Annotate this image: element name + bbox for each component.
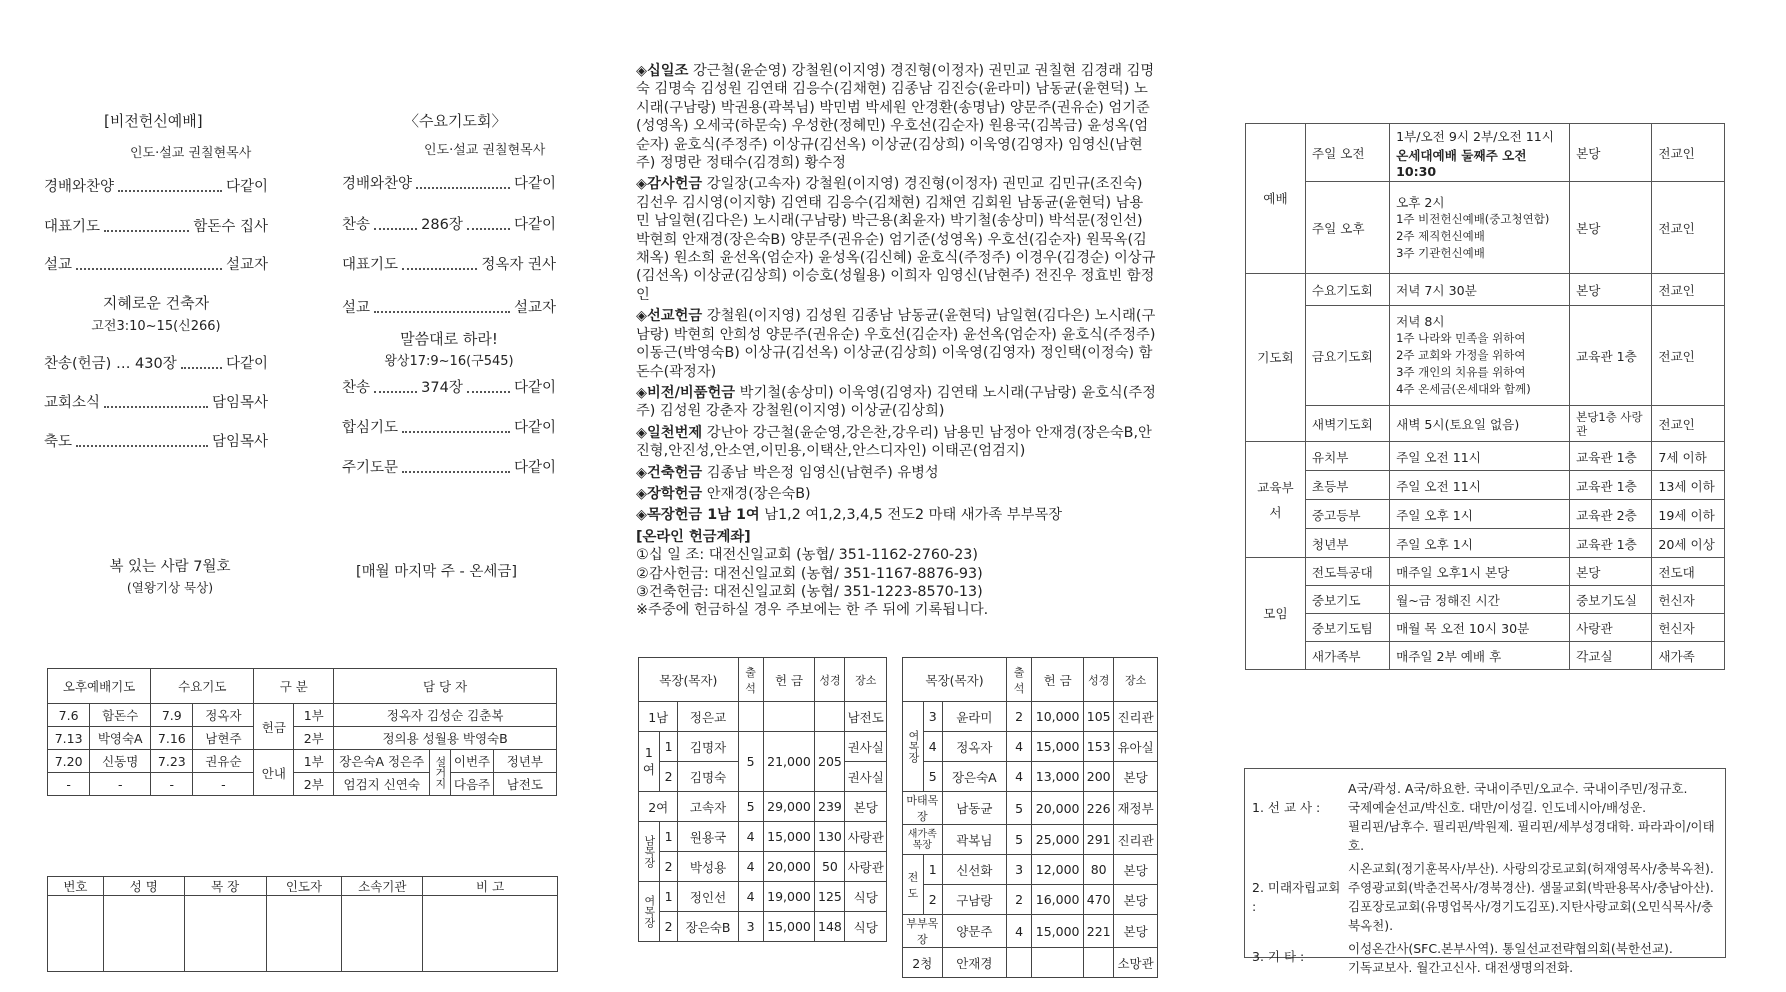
mokjang-place: 진리관 [1114, 702, 1158, 732]
visitor-cell[interactable] [184, 896, 266, 972]
mokjang-num: 4 [923, 732, 942, 762]
order-row: 설교 설교자 [44, 257, 268, 273]
mokjang-group: 부부목장 [903, 915, 943, 948]
mokjang-group: 전도 [903, 855, 924, 915]
mokjang-header: 성경 [815, 658, 845, 702]
duty-people: 장은숙A 정은주 [334, 750, 430, 773]
duty-table [47, 668, 557, 796]
mission-lines: 이성온간사(SFC.본부사역). 통일선교전략협의회(북한선교). 기독교보사. 월간고신사. 대전생명의전화. [1348, 941, 1673, 975]
mokjang-place: 사랑관 [845, 822, 887, 852]
schedule-target: 19세 이하 [1652, 500, 1725, 529]
mokjang-attendance: 5 [738, 792, 763, 822]
duty-cell: - [193, 773, 254, 796]
mokjang-attendance: 4 [1007, 915, 1032, 948]
mokjang-group: 2여 [639, 792, 678, 822]
mokjang-amount: 20,000 [763, 852, 815, 882]
mokjang-place: 소망관 [1114, 948, 1158, 978]
schedule-name: 초등부 [1305, 471, 1389, 500]
schedule-name: 수요기도회 [1305, 274, 1389, 306]
mokjang-header: 장소 [845, 658, 887, 702]
mokjang-amount: 15,000 [763, 912, 815, 942]
mission-list [1249, 777, 1725, 979]
schedule-time: 1부/오전 9시 2부/오전 11시 온세대예배 둘째주 오전10:30 [1390, 124, 1570, 182]
schedule-time: 매월 목 오전 10시 30분 [1390, 614, 1570, 642]
mokjang-place: 식당 [845, 912, 887, 942]
duty-part: 1부 [294, 750, 334, 773]
mokjang-bible: 291 [1084, 825, 1114, 855]
wednesday-sermon-title: 말씀대로 하라! [400, 330, 498, 348]
schedule-target: 새가족 [1652, 642, 1725, 670]
schedule-name: 주일 오전 [1305, 124, 1389, 182]
offering-item: ◈건축헌금 김종남 박은정 임영신(남현주) 유병성 [636, 464, 939, 481]
schedule-time: 저녁 7시 30분 [1390, 274, 1570, 306]
duty-people: 정옥자 김성순 김춘복 [334, 704, 557, 727]
online-account: ③건축헌금: 대전신일교회 (농협/ 351-1223-8570-13) [636, 583, 983, 600]
order-row: 경배와찬양 다같이 [342, 176, 556, 192]
duty-cell: 7.13 [48, 727, 90, 750]
wednesday-leader: 인도·설교 권칠현목사 [424, 143, 546, 158]
schedule-place: 교육관 1층 [1570, 442, 1652, 471]
mokjang-leader: 정옥자 [942, 732, 1007, 762]
sermon-title: 지혜로운 건축자 [102, 294, 210, 312]
mokjang-attendance: 5 [1007, 825, 1032, 855]
visitor-header: 성 명 [103, 877, 184, 896]
online-account: ①십 일 조: 대전신일교회 (농협/ 351-1162-2760-23) [636, 547, 978, 564]
schedule-time: 매주일 오후1시 본당 [1390, 558, 1570, 586]
online-account: ②감사헌금: 대전신일교회 (농협/ 351-1167-8876-93) [636, 565, 983, 582]
mokjang-header: 성경 [1084, 658, 1114, 702]
mokjang-header: 헌 금 [1032, 658, 1084, 702]
schedule-time: 오후 2시 1주 비전헌신예배(중고청연합) 2주 제직헌신예배 3주 기관헌신예배 [1390, 182, 1570, 274]
sermon-reference: 고전3:10~15(신266) [91, 319, 221, 334]
mokjang-leader: 정은교 [678, 702, 738, 732]
schedule-name: 새가족부 [1305, 642, 1389, 670]
mokjang-amount: 19,000 [763, 882, 815, 912]
mokjang-group: 여목장 [639, 882, 660, 942]
order-row: 찬송 374장 다같이 [342, 380, 557, 396]
schedule-place: 사랑관 [1570, 614, 1652, 642]
duty-people: 다음주 [451, 773, 493, 796]
duty-dishwash-label: 설거지 [430, 750, 451, 796]
mokjang-bible: 130 [815, 822, 845, 852]
mokjang-bible: 153 [1084, 732, 1114, 762]
mission-label: 1. 선 교 사 : [1252, 800, 1321, 815]
mokjang-attendance: 5 [1007, 792, 1032, 825]
mokjang-leader: 안재경 [942, 948, 1007, 978]
mokjang-header: 출석 [1007, 658, 1032, 702]
offering-item: ◈장학헌금 안재경(장은숙B) [636, 485, 811, 502]
mokjang-bible: 50 [815, 852, 845, 882]
mokjang-leader: 신선화 [942, 855, 1007, 885]
mokjang-leader: 김명숙 [678, 762, 738, 792]
mokjang-leader: 김명자 [678, 732, 738, 762]
mokjang-leader: 양문주 [942, 915, 1007, 948]
duty-header: 수요기도 [151, 669, 254, 704]
schedule-target: 전교인 [1652, 406, 1725, 442]
mokjang-amount: 15,000 [1032, 915, 1084, 948]
mokjang-place: 본당 [1114, 885, 1158, 915]
mokjang-num: 1 [923, 855, 942, 885]
schedule-target: 전교인 [1652, 182, 1725, 274]
offering-list [636, 62, 1156, 620]
mokjang-header: 목장(목자) [903, 658, 1007, 702]
mokjang-cell [738, 702, 763, 732]
schedule-name: 중보기도 [1305, 586, 1389, 614]
schedule-name: 주일 오후 [1305, 182, 1389, 274]
order-row: 찬송(헌금) … 430장 다같이 [44, 356, 268, 372]
schedule-time: 주일 오전 11시 [1390, 471, 1570, 500]
schedule-time: 매주일 2부 예배 후 [1390, 642, 1570, 670]
duty-part: 1부 [294, 704, 334, 727]
schedule-place: 교육관 2층 [1570, 500, 1652, 529]
duty-cell: - [90, 773, 151, 796]
schedule-target: 헌신자 [1652, 614, 1725, 642]
visitor-cell[interactable] [103, 896, 184, 972]
mokjang-bible: 148 [815, 912, 845, 942]
blessed-person-subtitle: (열왕기상 묵상) [126, 580, 214, 595]
schedule-time: 주일 오후 1시 [1390, 529, 1570, 558]
mokjang-num: 1 [659, 732, 678, 762]
mokjang-leader: 장은숙A [942, 762, 1007, 792]
mokjang-amount: 15,000 [1032, 732, 1084, 762]
mokjang-attendance: 4 [1007, 762, 1032, 792]
duty-guide-label: 안내 [254, 750, 294, 796]
mokjang-attendance: 3 [738, 912, 763, 942]
mokjang-amount: 20,000 [1032, 792, 1084, 825]
schedule-place: 교육관 1층 [1570, 306, 1652, 406]
mission-lines: 시온교회(정기훈목사/부산). 사랑의강로교회(허재영목사/충북옥천). 주영광교회(박춘건목사/경북경산). 샘물교회(박판용목사/충남아산). 김포장로교회(유명업목사/경기도김포).지탄사랑교회(오민식목사/충북옥천). [1348, 861, 1714, 933]
mokjang-group: 1여 [639, 732, 660, 792]
mokjang-place: 사랑관 [845, 852, 887, 882]
mokjang-attendance: 4 [738, 822, 763, 852]
wednesday-sermon-reference: 왕상17:9~16(구545) [384, 354, 514, 369]
visitor-header: 번호 [48, 877, 104, 896]
mokjang-num: 2 [659, 852, 678, 882]
mokjang-place: 남전도 [845, 702, 887, 732]
schedule-place: 본당 [1570, 182, 1652, 274]
mokjang-attendance: 4 [738, 882, 763, 912]
sunday-worship-title: [비전헌신예배] [104, 112, 203, 130]
order-row: 대표기도 정옥자 권사 [342, 257, 556, 273]
mokjang-cell [815, 702, 845, 732]
schedule-name: 금요기도회 [1305, 306, 1389, 406]
order-row: 합심기도 다같이 [342, 420, 556, 436]
visitor-header: 인도자 [266, 877, 342, 896]
mission-label: 3. 기 타 : [1252, 949, 1305, 964]
visitor-cell[interactable] [342, 896, 423, 972]
schedule-target: 전도대 [1652, 558, 1725, 586]
mokjang-place: 본당 [1114, 855, 1158, 885]
schedule-name: 중보기도팀 [1305, 614, 1389, 642]
mokjang-amount: 13,000 [1032, 762, 1084, 792]
schedule-table [1245, 123, 1725, 670]
schedule-name: 유치부 [1305, 442, 1389, 471]
duty-part: 2부 [294, 773, 334, 796]
mokjang-attendance: 5 [738, 732, 763, 792]
mokjang-bible: 239 [815, 792, 845, 822]
schedule-place: 본당 [1570, 274, 1652, 306]
visitor-cell[interactable] [48, 896, 104, 972]
duty-part: 2부 [294, 727, 334, 750]
duty-cell: 7.6 [48, 704, 90, 727]
offering-item: ◈일천번제 강난아 강근철(윤순영,강은찬,강우리) 남용민 남정아 안재경(장은숙B,안진형,안진성,안소연,이민용,이택산,안스디자인) 이태곤(엄검지) [636, 424, 1152, 460]
order-row: 축도 담임목사 [44, 434, 268, 450]
mokjang-leader: 박성용 [678, 852, 738, 882]
schedule-group: 기도회 [1246, 274, 1306, 442]
mokjang-num: 5 [923, 762, 942, 792]
order-row: 주기도문 다같이 [342, 460, 556, 476]
schedule-group: 교육부서 [1246, 442, 1306, 558]
mokjang-leader: 정인선 [678, 882, 738, 912]
schedule-target: 13세 이하 [1652, 471, 1725, 500]
duty-cell: 남현주 [193, 727, 254, 750]
mokjang-place: 본당 [1114, 915, 1158, 948]
duty-people: 엄검지 신연숙 [334, 773, 430, 796]
mokjang-attendance: 2 [1007, 885, 1032, 915]
online-account-title: [온라인 헌금계좌] [636, 528, 751, 545]
mokjang-bible: 80 [1084, 855, 1114, 885]
schedule-target: 전교인 [1652, 274, 1725, 306]
offering-item: ◈목장헌금 1남 1여 남1,2 여1,2,3,4,5 전도2 마태 새가족 부부목장 [636, 507, 1063, 524]
schedule-place: 본당1층 사랑관 [1570, 406, 1652, 442]
schedule-name: 중고등부 [1305, 500, 1389, 529]
schedule-place: 중보기도실 [1570, 586, 1652, 614]
schedule-name: 청년부 [1305, 529, 1389, 558]
visitor-cell[interactable] [266, 896, 342, 972]
offering-item: ◈선교헌금 강철원(이지영) 김성원 김종남 남동균(윤현덕) 남일현(김다은) 노시래(구남랑) 박현희 안희성 양문주(권유순) 우호선(김순자) 윤선옥(엄순자) 윤호식(주정주) 이동근(박영숙B) 이상규(김선옥) 이상균(김상희) 이욱영(김영자) 정인택(이정숙) 함돈수(곽정자) [636, 308, 1156, 380]
duty-cell: 신동명 [90, 750, 151, 773]
mokjang-leader: 곽복님 [942, 825, 1007, 855]
mokjang-amount: 10,000 [1032, 702, 1084, 732]
mokjang-leader: 윤라미 [942, 702, 1007, 732]
mokjang-num: 2 [659, 762, 678, 792]
visitor-header: 비 고 [423, 877, 558, 896]
mokjang-amount: 25,000 [1032, 825, 1084, 855]
mokjang-leader: 남동균 [942, 792, 1007, 825]
mokjang-bible: 226 [1084, 792, 1114, 825]
schedule-target: 전교인 [1652, 124, 1725, 182]
mokjang-bible: 105 [1084, 702, 1114, 732]
monthly-note: [매월 마지막 주 - 온세금] [356, 564, 518, 580]
visitor-cell[interactable] [423, 896, 558, 972]
mokjang-attendance: 4 [1007, 732, 1032, 762]
duty-cell: 7.16 [151, 727, 193, 750]
mokjang-num: 3 [923, 702, 942, 732]
schedule-time: 새벽 5시(토요일 없음) [1390, 406, 1570, 442]
mokjang-group: 2청 [903, 948, 943, 978]
schedule-name: 새벽기도회 [1305, 406, 1389, 442]
order-row: 교회소식 담임목사 [44, 395, 268, 411]
mokjang-table-2 [902, 657, 1158, 978]
duty-people: 이번주 [451, 750, 493, 773]
order-row: 경배와찬양 다같이 [44, 179, 268, 195]
mokjang-group: 새가족목장 [903, 825, 943, 855]
schedule-name: 전도특공대 [1305, 558, 1389, 586]
schedule-place: 본당 [1570, 124, 1652, 182]
schedule-time: 주일 오전 11시 [1390, 442, 1570, 471]
duty-cell: - [151, 773, 193, 796]
mokjang-leader: 장은숙B [678, 912, 738, 942]
mokjang-cell [763, 702, 815, 732]
mokjang-place: 식당 [845, 882, 887, 912]
duty-cell: 정옥자 [193, 704, 254, 727]
duty-header: 담 당 자 [334, 669, 557, 704]
schedule-time: 주일 오후 1시 [1390, 500, 1570, 529]
schedule-place: 각교실 [1570, 642, 1652, 670]
mokjang-place: 재정부 [1114, 792, 1158, 825]
wednesday-title: 〈수요기도회〉 [404, 112, 507, 130]
mokjang-group: 남목장 [639, 822, 660, 882]
mokjang-amount [1032, 948, 1084, 978]
mokjang-header: 출석 [738, 658, 763, 702]
mokjang-attendance: 4 [738, 852, 763, 882]
mokjang-bible: 125 [815, 882, 845, 912]
sunday-worship-leader: 인도·설교 권칠현목사 [130, 146, 252, 161]
schedule-target: 헌신자 [1652, 586, 1725, 614]
mokjang-group: 1남 [639, 702, 678, 732]
mokjang-bible: 200 [1084, 762, 1114, 792]
mokjang-num: 1 [659, 822, 678, 852]
mokjang-num: 2 [659, 912, 678, 942]
mokjang-place: 본당 [845, 792, 887, 822]
duty-cell: 박영숙A [90, 727, 151, 750]
schedule-group: 모임 [1246, 558, 1306, 670]
mokjang-bible: 205 [815, 732, 845, 792]
order-row: 대표기도 함돈수 집사 [44, 219, 268, 235]
visitor-header: 소속기관 [342, 877, 423, 896]
schedule-group: 예배 [1246, 124, 1306, 274]
schedule-target: 7세 이하 [1652, 442, 1725, 471]
mokjang-table-1 [638, 657, 887, 942]
mokjang-amount: 16,000 [1032, 885, 1084, 915]
visitor-header: 목 장 [184, 877, 266, 896]
offering-item: ◈감사헌금 강일장(고속자) 강철원(이지영) 경진형(이정자) 권민교 김민규(조진숙) 김선우 김시영(이지향) 김연태 김응수(김채현) 김채연 김회원 남동균(윤현덕) 남용민 남일현(김다은) 노시래(구남랑) 박근용(최윤자) 박기철(송상미) 박석문(정인선) 박현희 안재경(장은숙B) 양문주(권유순) 엄기준(성영옥) 우호선(김순자) 원묵옥(김채옥) 원소희 윤선옥(엄순자) 윤성옥(김신혜) 윤호식(주정주) 이경우(김경순) 이상규(김선옥) 이상균(김상희) 이승호(성월용) 이희자 임영신(남현주) 전진우 정효빈 함정인 [636, 176, 1156, 303]
schedule-place: 본당 [1570, 558, 1652, 586]
blessed-person-title: 복 있는 사람 7월호 [109, 559, 231, 575]
mokjang-num: 2 [923, 885, 942, 915]
duty-cell: 권유순 [193, 750, 254, 773]
mokjang-attendance: 3 [1007, 855, 1032, 885]
mokjang-bible: 470 [1084, 885, 1114, 915]
mokjang-place: 권사실 [845, 762, 887, 792]
duty-cell: 7.23 [151, 750, 193, 773]
offering-item: ◈십일조 강근철(윤순영) 강철원(이지영) 경진형(이정자) 권민교 권칠현 김경래 김명숙 김명숙 김성원 김연태 김응수(김채현) 김종남 김진승(윤라미) 남동균(윤현덕) 노시래(구남랑) 박권용(곽복님) 박민범 박세원 안경환(송명남) 양문주(권유순) 엄기준(성영옥) 오세국(하문숙) 우성한(정혜민) 우호선(김순자) 원용국(김복금) 윤성옥(엄순자) 윤호식(주정주) 이상규(김선옥) 이상균(김상희) 이욱영(김영자) 임영신(남현주) 정명란 정태수(김경희) 황수정 [636, 63, 1155, 172]
schedule-place: 교육관 1층 [1570, 471, 1652, 500]
mokjang-place: 진리관 [1114, 825, 1158, 855]
mokjang-attendance [1007, 948, 1032, 978]
mission-lines: A국/곽성. A국/하요한. 국내이주민/오교수. 국내이주민/정규호. 국제예술선교/박신호. 대만/이성길. 인도네시아/배성운. 필리핀/남후수. 필리핀/박원제. 필리핀/세부성경대학. 파라과이/이태호. [1348, 781, 1715, 853]
mokjang-amount: 29,000 [763, 792, 815, 822]
offering-item: ◈비전/비품헌금 박기철(송상미) 이욱영(김영자) 김연태 노시래(구남랑) 윤호식(주정주) 김성원 강춘자 강철원(이지영) 이상균(김상희) [636, 384, 1156, 420]
duty-header: 구 분 [254, 669, 334, 704]
mokjang-leader: 원용국 [678, 822, 738, 852]
duty-people: 남전도 [493, 773, 556, 796]
mokjang-header: 장소 [1114, 658, 1158, 702]
duty-people: 정의용 성월용 박영숙B [334, 727, 557, 750]
mokjang-amount: 12,000 [1032, 855, 1084, 885]
duty-cell: 7.9 [151, 704, 193, 727]
mokjang-header: 목장(목자) [639, 658, 739, 702]
duty-people: 정년부 [493, 750, 556, 773]
duty-header: 오후예배기도 [48, 669, 151, 704]
schedule-target: 전교인 [1652, 306, 1725, 406]
schedule-time: 저녁 8시 1주 나라와 민족을 위하여 2주 교회와 가정을 위하여 3주 개인의 치유를 위하여 4주 온세금(온세대와 함께) [1390, 306, 1570, 406]
duty-cell: 함돈수 [90, 704, 151, 727]
duty-cell: - [48, 773, 90, 796]
online-note: ※주중에 헌금하실 경우 주보에는 한 주 뒤에 기록됩니다. [636, 602, 989, 619]
mokjang-place: 권사실 [845, 732, 887, 762]
order-row: 설교 설교자 [342, 300, 556, 316]
duty-offering-label: 헌금 [254, 704, 294, 750]
order-row: 찬송 286장 다같이 [342, 217, 557, 233]
mission-support-box [1244, 768, 1726, 975]
schedule-time: 월~금 정해진 시간 [1390, 586, 1570, 614]
mokjang-bible [1084, 948, 1114, 978]
mokjang-num: 1 [659, 882, 678, 912]
schedule-place: 교육관 1층 [1570, 529, 1652, 558]
mokjang-header: 헌 금 [763, 658, 815, 702]
schedule-target: 20세 이상 [1652, 529, 1725, 558]
mission-label: 2. 미래자립교회 : [1252, 880, 1341, 914]
mokjang-place: 본당 [1114, 762, 1158, 792]
mokjang-group: 마태목장 [903, 792, 943, 825]
mokjang-leader: 구남랑 [942, 885, 1007, 915]
mokjang-attendance: 2 [1007, 702, 1032, 732]
visitor-table [47, 876, 558, 972]
mokjang-group: 여목장 [903, 702, 924, 792]
mokjang-bible: 221 [1084, 915, 1114, 948]
mokjang-leader: 고속자 [678, 792, 738, 822]
mokjang-amount: 21,000 [763, 732, 815, 792]
mokjang-amount: 15,000 [763, 822, 815, 852]
mokjang-place: 유아실 [1114, 732, 1158, 762]
duty-cell: 7.20 [48, 750, 90, 773]
